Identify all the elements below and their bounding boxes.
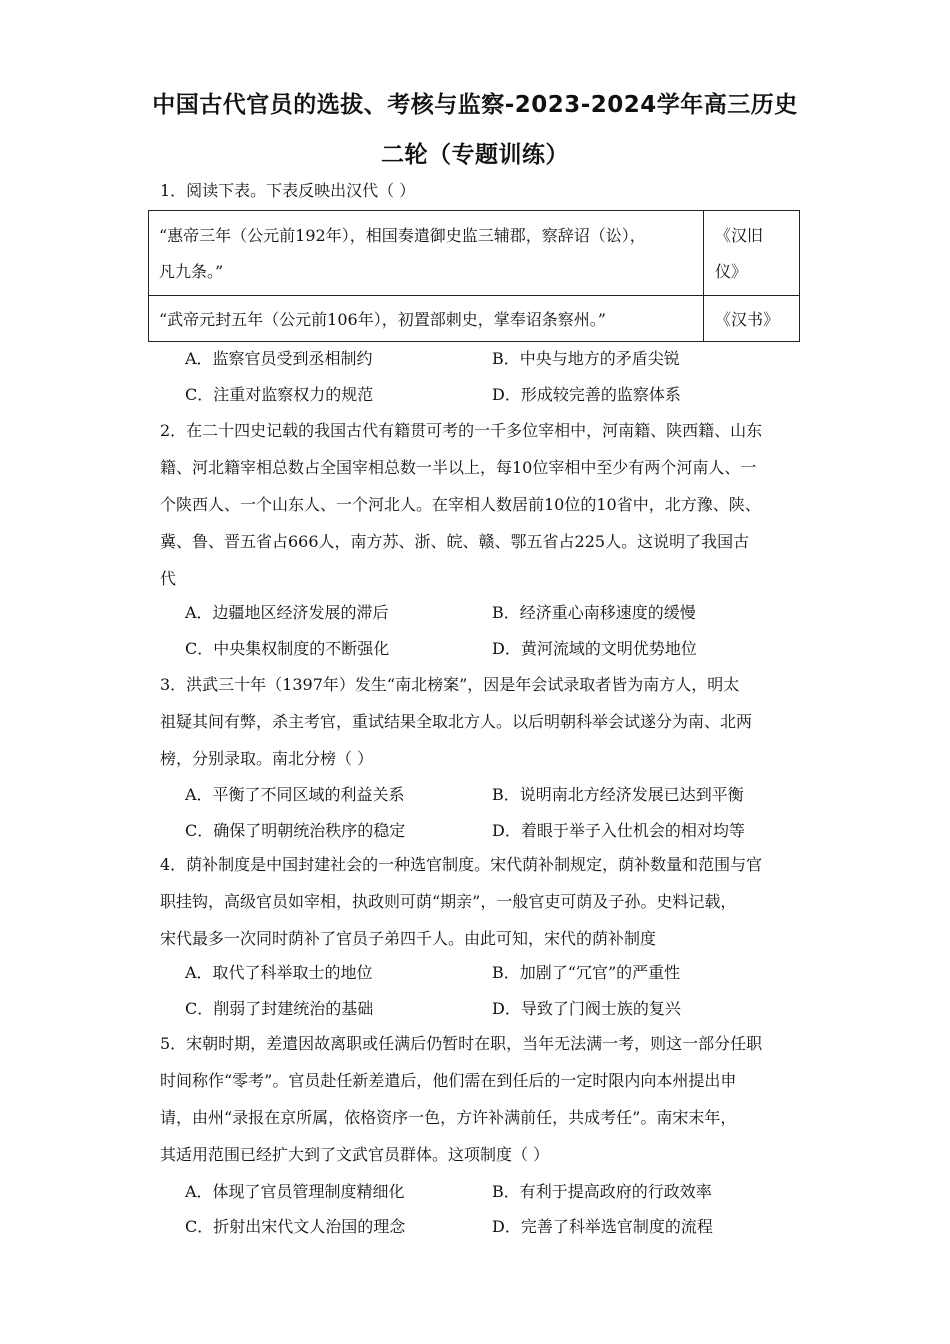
table-row-1-source: 仪》 (715, 262, 748, 281)
question-2-option-a[interactable]: A．边疆地区经济发展的滞后 (185, 603, 389, 622)
document-subtitle: 二轮（专题训练） (381, 142, 569, 168)
question-5-option-d[interactable]: D．完善了科举选官制度的流程 (492, 1217, 713, 1236)
question-5-stem: 5．宋朝时期，差遣因故离职或任满后仍暂时在职，当年无法满一考，则这一部分任职 (160, 1034, 763, 1053)
table-row-2-text: “武帝元封五年（公元前106年），初置部刺史，掌奉诏条察州。” (159, 310, 606, 329)
question-4-option-d[interactable]: D．导致了门阀士族的复兴 (492, 999, 681, 1018)
question-4-option-c[interactable]: C．削弱了封建统治的基础 (185, 999, 374, 1018)
question-2-stem: 籍、河北籍宰相总数占全国宰相总数一半以上，每10位宰相中至少有两个河南人、一 (160, 458, 757, 477)
table-row-1-text: “惠帝三年（公元前192年），相国奏遣御史监三辅郡，察辞诏（讼）， (159, 226, 646, 245)
question-5-option-c[interactable]: C．折射出宋代文人治国的理念 (185, 1217, 406, 1236)
question-1-option-b[interactable]: B．中央与地方的矛盾尖锐 (492, 349, 680, 368)
question-2-option-d[interactable]: D．黄河流域的文明优势地位 (492, 639, 697, 658)
question-1-stem: 1．阅读下表。下表反映出汉代（ ） (160, 181, 416, 200)
question-4-stem: 4．荫补制度是中国封建社会的一种选官制度。宋代荫补制规定，荫补数量和范围与官 (160, 855, 763, 874)
question-5-stem: 时间称作“零考”。官员赴任新差遣后，他们需在到任后的一定时限内向本州提出申 (160, 1071, 737, 1090)
question-1-option-a[interactable]: A．监察官员受到丞相制约 (185, 349, 373, 368)
question-4-stem: 宋代最多一次同时荫补了官员子弟四千人。由此可知，宋代的荫补制度 (160, 929, 657, 948)
question-5-stem: 请，由州“录报在京所属，依格资序一色，方许补满前任，共成考任”。南宋末年， (160, 1108, 737, 1127)
document-title: 中国古代官员的选拔、考核与监察-2023-2024学年高三历史 (152, 92, 798, 118)
question-3-stem: 3．洪武三十年（1397年）发生“南北榜案”，因是年会试录取者皆为南方人，明太 (160, 675, 740, 694)
question-5-stem: 其适用范围已经扩大到了文武官员群体。这项制度（ ） (160, 1145, 550, 1164)
table-row-divider (149, 295, 799, 296)
source-table (148, 210, 800, 342)
table-row-2-source: 《汉书》 (715, 310, 780, 329)
question-2-stem: 冀、鲁、晋五省占666人，南方苏、浙、皖、赣、鄂五省占225人。这说明了我国古 (160, 532, 750, 551)
question-2-stem: 代 (160, 569, 177, 588)
question-2-option-c[interactable]: C．中央集权制度的不断强化 (185, 639, 390, 658)
question-2-option-b[interactable]: B．经济重心南移速度的缓慢 (492, 603, 696, 622)
question-3-stem: 榜，分别录取。南北分榜（ ） (160, 749, 374, 768)
question-3-option-d[interactable]: D．着眼于举子入仕机会的相对均等 (492, 821, 745, 840)
question-2-stem: 个陕西人、一个山东人、一个河北人。在宰相人数居前10位的10省中，北方豫、陕、 (160, 495, 761, 514)
table-column-divider (703, 211, 704, 341)
table-row-1-source: 《汉旧 (715, 226, 764, 245)
question-4-option-a[interactable]: A．取代了科举取士的地位 (185, 963, 373, 982)
question-4-stem: 职挂钩，高级官员如宰相，执政则可荫“期亲”，一般官吏可荫及子孙。史料记载， (160, 892, 737, 911)
question-1-option-c[interactable]: C．注重对监察权力的规范 (185, 385, 374, 404)
question-3-option-a[interactable]: A．平衡了不同区域的利益关系 (185, 785, 405, 804)
question-5-option-a[interactable]: A．体现了官员管理制度精细化 (185, 1182, 405, 1201)
question-5-option-b[interactable]: B．有利于提高政府的行政效率 (492, 1182, 712, 1201)
question-3-option-c[interactable]: C．确保了明朝统治秩序的稳定 (185, 821, 406, 840)
question-3-option-b[interactable]: B．说明南北方经济发展已达到平衡 (492, 785, 744, 804)
question-2-stem: 2．在二十四史记载的我国古代有籍贯可考的一千多位宰相中，河南籍、陕西籍、山东 (160, 421, 763, 440)
question-1-option-d[interactable]: D．形成较完善的监察体系 (492, 385, 681, 404)
question-4-option-b[interactable]: B．加剧了“冗官”的严重性 (492, 963, 681, 982)
table-row-1-text: 凡九条。” (159, 262, 224, 281)
question-3-stem: 祖疑其间有弊，杀主考官，重试结果全取北方人。以后明朝科举会试遂分为南、北两 (160, 712, 753, 731)
